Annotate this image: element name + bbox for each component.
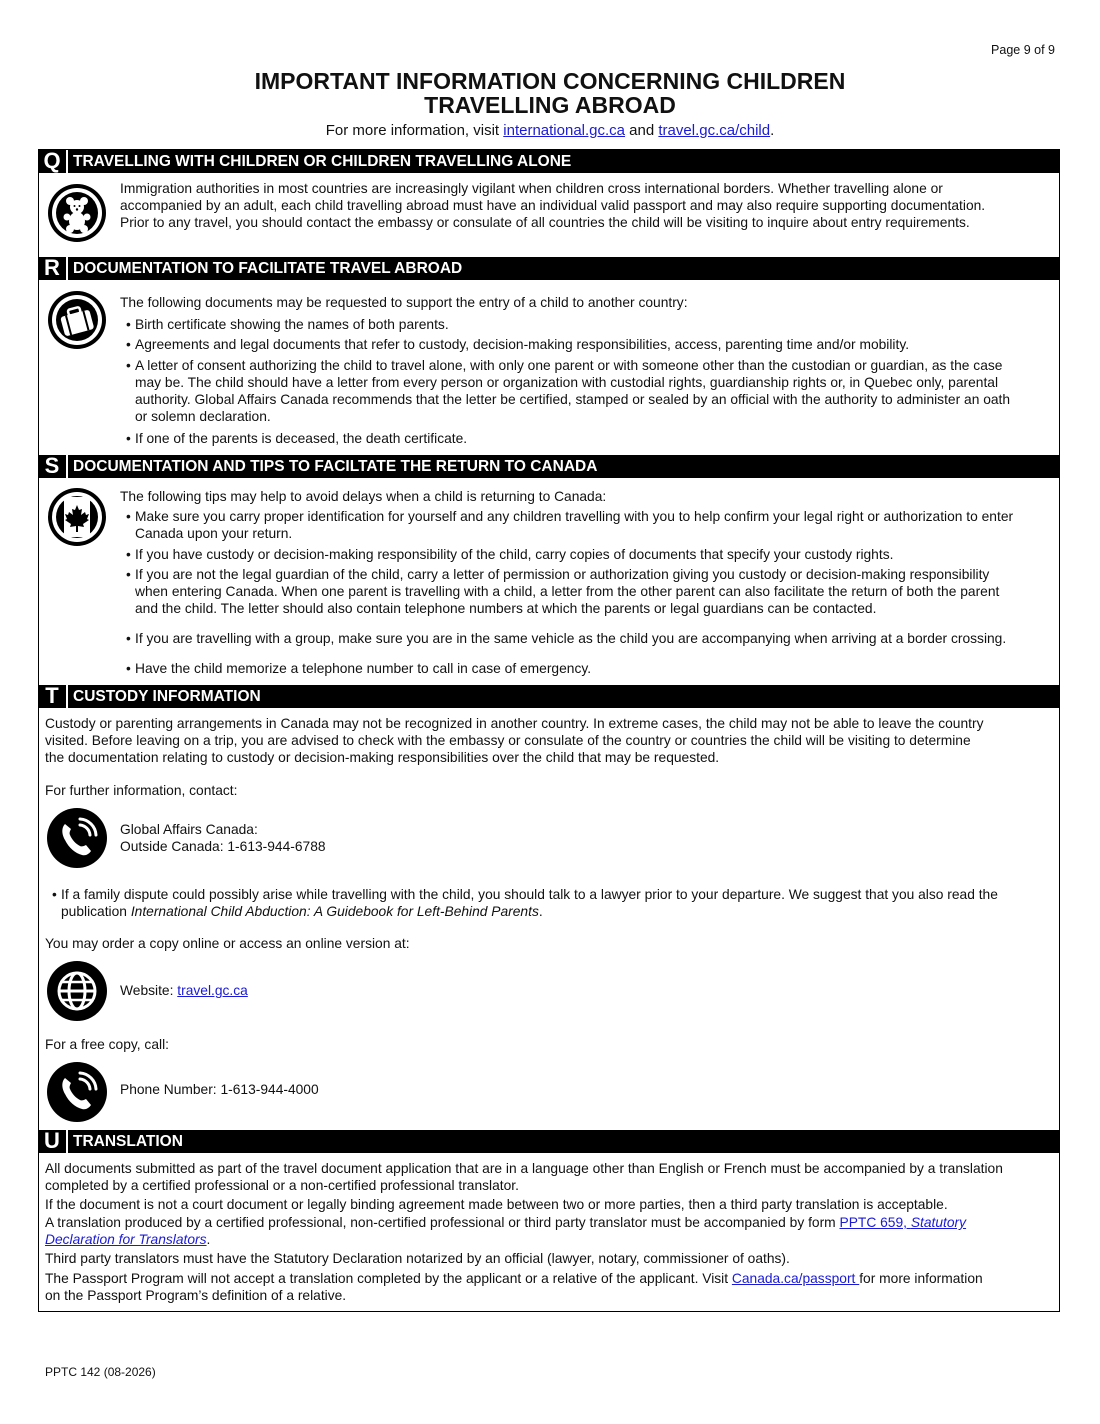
custody-para-line-2: visited. Before leaving on a trip, you are advised to check with the embassy or consulate of the country or countries the child will be visiting to determine xyxy=(45,733,971,748)
free-copy-text: For a free copy, call: xyxy=(45,1037,169,1052)
section-q-line-3: Prior to any travel, you should contact the embassy or consulate of all countries the child will be visiting to inquire about entry requirements. xyxy=(120,215,970,230)
section-r-bullet-2: • Agreements and legal documents that refer to custody, decision-making responsibilities, access, parenting time and/or mobility. xyxy=(126,336,909,353)
translation-line-1: All documents submitted as part of the travel document application that are in a language other than English or French must be accompanied by a translation xyxy=(45,1161,1003,1176)
dispute-prefix: publication xyxy=(61,904,131,919)
line-4-prefix: A translation produced by a certified professional, non-certified professional or third party translator must be accompanied by form xyxy=(45,1215,840,1230)
section-s-header xyxy=(39,455,1059,478)
maple-leaf-icon xyxy=(48,488,106,546)
section-r-header xyxy=(39,257,1059,280)
contact-name: Global Affairs Canada: xyxy=(120,822,258,837)
section-title: CUSTODY INFORMATION xyxy=(73,688,261,705)
bullet-line: Canada upon your return. xyxy=(135,526,293,541)
header-divider xyxy=(66,257,68,280)
page-number: Page 9 of 9 xyxy=(991,43,1055,57)
section-s-bullet-3 xyxy=(126,566,999,617)
section-title: TRAVELLING WITH CHILDREN OR CHILDREN TRAVELLING ALONE xyxy=(73,153,572,170)
line-5-suffix: . xyxy=(206,1232,211,1247)
translation-line-4 xyxy=(45,1214,966,1231)
canada-passport-link[interactable]: Canada.ca/passport xyxy=(731,1271,860,1286)
bullet-line: • Make sure you carry proper identification for yourself and any children travelling with you to help confirm your legal right or authorization to enter xyxy=(135,509,1014,524)
bullet-line: or solemn declaration. xyxy=(135,409,271,424)
dispute-suffix: . xyxy=(538,904,543,919)
bullet-line: and the child. The letter should also contain telephone numbers at which the parents or legal guardians can be contacted. xyxy=(135,601,877,616)
bullet-line: when entering Canada. When one parent is travelling with a child, a letter from the other parent can also facilitate the return of both the parent xyxy=(135,584,1000,599)
header-divider xyxy=(66,685,68,708)
section-q-line-1: Immigration authorities in most countries are increasingly vigilant when children cross international borders. Whether travelling alone or xyxy=(120,181,943,196)
section-s-intro: The following tips may help to avoid delays when a child is returning to Canada: xyxy=(120,489,607,504)
contact-phone: Outside Canada: 1-613-944-6788 xyxy=(120,839,326,854)
translation-line-8: on the Passport Program’s definition of a relative. xyxy=(45,1288,347,1303)
section-r-bullet-1: • Birth certificate showing the names of both parents. xyxy=(126,316,449,333)
section-r-intro: The following documents may be requested to support the entry of a child to another country: xyxy=(120,295,688,310)
form-number: PPTC 142 (08-2026) xyxy=(45,1365,156,1379)
further-info-text: For further information, contact: xyxy=(45,783,238,798)
section-s-bullet-2: • If you have custody or decision-making responsibility of the child, carry copies of documents that specify your custody rights. xyxy=(126,546,893,563)
phone-icon xyxy=(47,808,107,868)
title-line-2: TRAVELLING ABROAD xyxy=(424,92,676,118)
page-subtitle xyxy=(0,122,1100,139)
pptc-659-text: PPTC 659, xyxy=(839,1215,911,1230)
website-label: Website: xyxy=(120,983,178,998)
section-letter: S xyxy=(44,453,60,478)
bullet-line xyxy=(61,903,998,920)
section-letter: U xyxy=(44,1128,60,1153)
globe-icon xyxy=(47,961,107,1021)
international-link[interactable]: international.gc.ca xyxy=(503,122,626,139)
section-letter: Q xyxy=(43,148,61,173)
line-7-prefix: The Passport Program will not accept a translation completed by the applicant or a relative of the applicant. Visit xyxy=(45,1271,732,1286)
translation-line-2: completed by a certified professional or a non-certified professional translator. xyxy=(45,1178,519,1193)
section-q-line-2: accompanied by an adult, each child travelling abroad must have an individual valid passport and may also require supporting documentation. xyxy=(120,198,986,213)
header-divider xyxy=(66,1130,68,1153)
declaration-link[interactable] xyxy=(45,1232,207,1247)
section-title: DOCUMENTATION AND TIPS TO FACILTATE THE RETURN TO CANADA xyxy=(73,458,598,475)
travel-child-link[interactable]: travel.gc.ca/child xyxy=(658,122,771,139)
dispute-bullet xyxy=(52,886,998,920)
custody-para-line-3: the documentation relating to custody or decision-making responsibilities over the child that may be requested. xyxy=(45,750,720,765)
page-title xyxy=(0,69,1100,117)
section-s-bullet-5: • Have the child memorize a telephone number to call in case of emergency. xyxy=(126,660,591,677)
order-copy-text: You may order a copy online or access an online version at: xyxy=(45,936,410,951)
section-u-header xyxy=(39,1130,1059,1153)
subtitle-prefix: For more information, visit xyxy=(325,122,504,139)
content-frame xyxy=(38,149,1060,1312)
website-row xyxy=(120,982,248,999)
phone-icon xyxy=(47,1062,107,1122)
section-s-bullet-4: • If you are travelling with a group, make sure you are in the same vehicle as the child you are accompanying when arriving at a border crossing. xyxy=(126,630,1006,647)
section-s-bullet-1 xyxy=(126,508,1013,542)
free-copy-phone: Phone Number: 1-613-944-4000 xyxy=(120,1082,319,1097)
bullet-line: • If a family dispute could possibly arise while travelling with the child, you should talk to a lawyer prior to your departure. We suggest that you also read the xyxy=(61,887,998,902)
section-letter: R xyxy=(44,255,60,280)
header-divider xyxy=(66,150,68,173)
title-line-1: IMPORTANT INFORMATION CONCERNING CHILDREN xyxy=(254,68,846,94)
custody-para-line-1: Custody or parenting arrangements in Canada may not be recognized in another country. In extreme cases, the child may not be able to leave the country xyxy=(45,716,984,731)
section-r-bullet-3 xyxy=(126,357,1010,425)
bullet-line: authority. Global Affairs Canada recommends that the letter be certified, stamped or sealed by an official with the authority to administer an oath xyxy=(135,392,1011,407)
teddy-bear-icon xyxy=(48,184,106,242)
bullet-line: • A letter of consent authorizing the child to travel alone, with only one parent or with someone other than the custodian or guardian, as the case xyxy=(135,358,1003,373)
guidebook-title: International Child Abduction: A Guidebook for Left-Behind Parents xyxy=(130,904,539,919)
travel-gc-link[interactable]: travel.gc.ca xyxy=(177,983,248,998)
translation-line-6: Third party translators must have the Statutory Declaration notarized by an official (lawyer, notary, commissioner of oaths). xyxy=(45,1251,790,1266)
translation-line-5 xyxy=(45,1231,210,1248)
translation-line-3: If the document is not a court document or legally binding agreement made between two or more parties, then a third party translation is acceptable. xyxy=(45,1197,948,1212)
section-t-header xyxy=(39,685,1059,708)
section-title: DOCUMENTATION TO FACILITATE TRAVEL ABROAD xyxy=(73,260,463,277)
declaration-text: Declaration for Translators xyxy=(45,1232,207,1247)
statutory-text: Statutory xyxy=(910,1215,967,1230)
translation-line-7 xyxy=(45,1270,983,1287)
section-r-bullet-4: • If one of the parents is deceased, the death certificate. xyxy=(126,430,467,447)
line-7-suffix: for more information xyxy=(859,1271,983,1286)
suitcase-icon xyxy=(48,291,106,349)
section-letter: T xyxy=(45,683,59,708)
section-q-header xyxy=(39,150,1059,173)
subtitle-middle: and xyxy=(625,122,659,139)
bullet-line: may be. The child should have a letter from every person or organization with custodial rights, guardianship rights or, in Quebec only, parental xyxy=(135,375,999,390)
pptc-659-link[interactable] xyxy=(840,1215,967,1230)
subtitle-suffix: . xyxy=(770,122,775,139)
header-divider xyxy=(66,455,68,478)
section-title: TRANSLATION xyxy=(73,1133,183,1150)
bullet-line: • If you are not the legal guardian of the child, carry a letter of permission or authorization giving you custody or decision-making responsibility xyxy=(135,567,990,582)
